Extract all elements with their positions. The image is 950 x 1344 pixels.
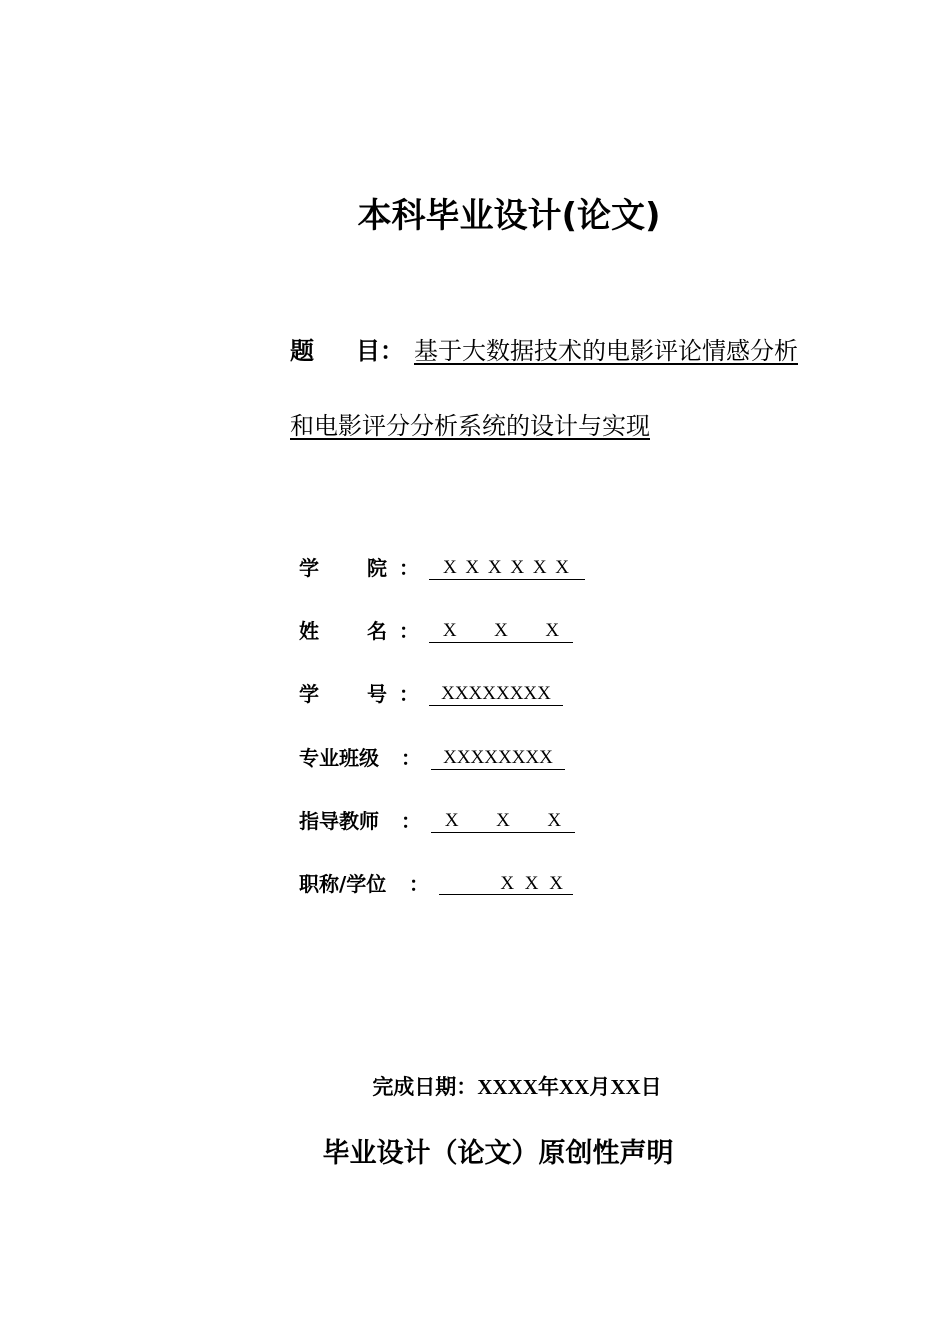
field-label xyxy=(299,678,387,710)
field-value: X X X xyxy=(439,873,573,895)
field-name xyxy=(299,615,573,647)
field-value: XXXXXXXX xyxy=(431,747,565,770)
field-advisor xyxy=(299,805,575,837)
year-unit: 年 xyxy=(537,1075,559,1099)
topic-label-part1: 题 xyxy=(290,337,314,365)
field-label: 指导教师 xyxy=(299,809,379,833)
field-value: X X X X X X xyxy=(429,557,585,580)
field-college xyxy=(299,552,585,584)
field-label-char1: 学 xyxy=(299,682,319,706)
field-colon: ： xyxy=(399,619,419,643)
completion-day: XX xyxy=(610,1075,641,1099)
field-colon: ： xyxy=(399,556,419,580)
field-colon: ： xyxy=(409,872,429,896)
field-major-class xyxy=(299,742,565,774)
month-unit: 月 xyxy=(589,1075,611,1099)
topic-label xyxy=(290,333,404,369)
field-label: 职称/学位 xyxy=(299,872,387,896)
field-title-degree xyxy=(299,868,573,900)
topic-value-line1: 基于大数据技术的电影评论情感分析 xyxy=(414,337,798,365)
day-unit: 日 xyxy=(640,1075,662,1099)
completion-month: XX xyxy=(558,1075,590,1099)
field-value: X X X xyxy=(429,620,573,643)
completion-year: XXXX xyxy=(477,1075,538,1099)
field-value: X X X xyxy=(431,810,575,833)
completion-date-label: 完成日期： xyxy=(372,1075,478,1099)
field-label-char1: 学 xyxy=(299,556,319,580)
field-label-char1: 姓 xyxy=(299,619,319,643)
field-label-char2: 院 xyxy=(367,556,387,580)
topic-line-1 xyxy=(290,333,798,369)
field-colon: ： xyxy=(399,682,419,706)
declaration-title: 毕业设计（论文）原创性声明 xyxy=(322,1138,674,1169)
field-colon: ： xyxy=(401,746,421,770)
field-label-char2: 号 xyxy=(367,682,387,706)
field-label: 专业班级 xyxy=(299,746,379,770)
field-student-id xyxy=(299,678,563,710)
topic-value-line2: 和电影评分分析系统的设计与实现 xyxy=(290,412,650,440)
field-value: XXXXXXXX xyxy=(429,683,563,706)
topic-label-part2: 目： xyxy=(356,337,404,365)
completion-date xyxy=(0,1070,950,1104)
field-label xyxy=(299,615,387,647)
field-label xyxy=(299,552,387,584)
field-colon: ： xyxy=(401,809,421,833)
field-label-char2: 名 xyxy=(367,619,387,643)
main-title: 本科毕业设计(论文) xyxy=(357,196,661,236)
